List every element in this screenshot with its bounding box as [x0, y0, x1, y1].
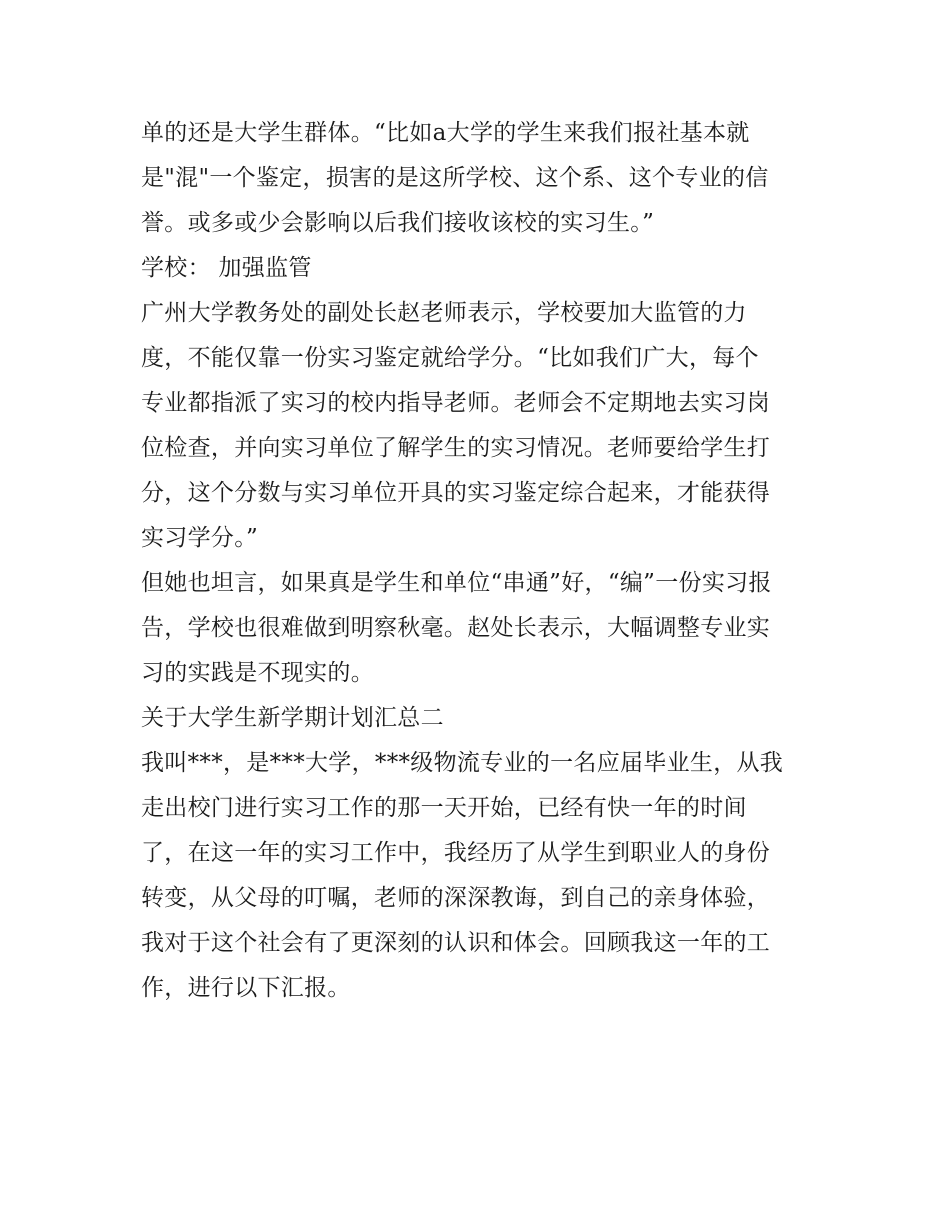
text-line: 走出校门进行实习工作的那一天开始，已经有快一年的时间 [141, 795, 747, 821]
text-line: 作，进行以下汇报。 [141, 975, 351, 1001]
text-line: 告，学校也很难做到明察秋毫。赵处长表示，大幅调整专业实 [141, 615, 771, 641]
text-line: 但她也坦言，如果真是学生和单位“串通”好，“编”一份实习报 [141, 570, 772, 596]
text-line: 位检查，并向实习单位了解学生的实习情况。老师要给学生打 [141, 435, 771, 461]
text-line: 习的实践是不现实的。 [141, 660, 374, 686]
section-heading: 学校： 加强监管 [141, 255, 312, 281]
text-line: 分，这个分数与实习单位开具的实习鉴定综合起来，才能获得 [141, 480, 771, 506]
document-body [141, 111, 813, 1011]
text-line: 广州大学教务处的副处长赵老师表示，学校要加大监管的力 [141, 300, 747, 326]
text-line: 专业都指派了实习的校内指导老师。老师会不定期地去实习岗 [141, 390, 771, 416]
text-line: 了，在这一年的实习工作中，我经历了从学生到职业人的身份 [141, 840, 771, 866]
text-line: 誉。或多或少会影响以后我们接收该校的实习生。” [141, 210, 655, 236]
text-line: 我对于这个社会有了更深刻的认识和体会。回顾我这一年的工 [141, 930, 771, 956]
text-line: 是"混"一个鉴定，损害的是这所学校、这个系、这个专业的信 [141, 165, 769, 191]
text-line: 实习学分。” [141, 525, 259, 551]
text-line: 我叫***，是***大学，***级物流专业的一名应届毕业生，从我 [141, 750, 784, 776]
section-heading: 关于大学生新学期计划汇总二 [141, 705, 444, 731]
text-line: 单的还是大学生群体。“比如a大学的学生来我们报社基本就 [141, 120, 750, 146]
text-line: 度，不能仅靠一份实习鉴定就给学分。“比如我们广大，每个 [141, 345, 759, 371]
text-line: 转变，从父母的叮嘱，老师的深深教诲，到自己的亲身体验， [141, 885, 771, 911]
